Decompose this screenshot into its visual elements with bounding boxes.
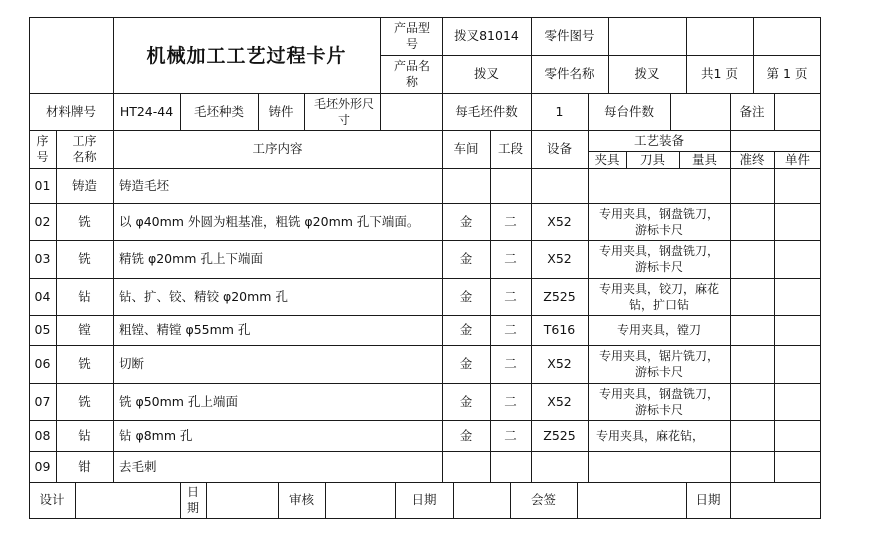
row-workshop <box>442 451 490 482</box>
row-equipment: X52 <box>547 251 572 266</box>
blank-type-value: 铸件 <box>268 103 294 119</box>
date-label: 日期 <box>411 492 437 507</box>
col-time-prep: 准终 <box>739 151 765 167</box>
row-equipment <box>531 168 588 203</box>
col-workshop: 车间 <box>453 141 479 156</box>
row-seq: 03 <box>34 251 51 266</box>
row-tooling <box>588 168 730 203</box>
row-seq: 01 <box>34 177 51 193</box>
row-workshop: 金 <box>459 322 473 337</box>
card-title: 机械加工工艺过程卡片 <box>146 44 347 67</box>
part-name-value: 拨叉 <box>634 66 660 81</box>
total-pages: 共1 页 <box>701 66 738 81</box>
row-tooling: 专用夹具，麻花钻， <box>596 428 705 443</box>
row-equipment <box>531 451 588 482</box>
row-tooling <box>588 451 730 482</box>
row-op-content: 去毛刺 <box>119 458 157 474</box>
rule <box>380 17 381 94</box>
row-op-content: 铣 φ50mm 孔上端面 <box>119 393 238 409</box>
material-label: 材料牌号 <box>45 103 96 119</box>
row-workshop: 金 <box>459 427 473 443</box>
row-section: 二 <box>504 322 517 337</box>
row-seq: 08 <box>34 427 51 443</box>
material-value: HT24-44 <box>119 103 174 119</box>
rule <box>577 482 578 519</box>
row-op-content: 铸造毛坯 <box>119 177 170 193</box>
rule <box>206 482 207 519</box>
product-name-value: 拨叉 <box>473 66 499 81</box>
row-workshop: 金 <box>459 213 473 229</box>
col-op-content: 工序内容 <box>252 141 303 156</box>
rule <box>730 130 731 483</box>
row-section: 二 <box>504 356 517 371</box>
row-equipment: X52 <box>547 213 572 229</box>
per-unit-value <box>670 93 730 130</box>
row-section: 二 <box>504 251 517 266</box>
row-section <box>490 168 531 203</box>
row-seq: 02 <box>34 213 51 229</box>
row-tooling: 专用夹具，钢盘铣刀，游标卡尺 <box>598 206 719 237</box>
row-op-content: 粗镗、精镗 φ55mm 孔 <box>119 322 251 337</box>
row-op-name: 钻 <box>78 288 91 304</box>
row-op-name: 铣 <box>78 393 91 409</box>
row-equipment: X52 <box>547 356 572 371</box>
row-op-content: 以 φ40mm 外圆为粗基准，粗铣 φ20mm 孔下端面。 <box>119 213 420 229</box>
blank-size-label: 毛坯外形尺寸 <box>313 96 374 127</box>
row-tooling: 专用夹具，锯片铣刀，游标卡尺 <box>598 349 719 379</box>
col-cutter: 刀具 <box>639 151 665 167</box>
row-seq: 07 <box>34 393 51 409</box>
date-label: 日期 <box>695 492 721 507</box>
row-seq: 05 <box>34 322 51 337</box>
row-workshop: 金 <box>459 356 473 371</box>
row-equipment: Z525 <box>543 288 576 304</box>
row-workshop: 金 <box>459 251 473 266</box>
col-equipment: 设备 <box>546 141 572 156</box>
product-model-value: 拨叉81014 <box>454 28 519 43</box>
row-op-content: 钻 φ8mm 孔 <box>119 427 193 443</box>
row-section <box>490 451 531 482</box>
part-drawing-label: 零件图号 <box>544 28 595 43</box>
row-section: 二 <box>504 393 517 409</box>
blank-size-value <box>380 93 442 130</box>
row-tooling: 专用夹具，钢盘铣刀，游标卡尺 <box>598 244 719 274</box>
col-gauge: 量具 <box>691 151 717 167</box>
review-label: 审核 <box>288 492 314 507</box>
row-tooling: 专用夹具，钢盘铣刀，游标卡尺 <box>598 386 719 417</box>
col-tooling: 工艺装备 <box>633 132 684 148</box>
row-tooling: 专用夹具，铰刀，麻花钻，扩口钻 <box>598 281 719 312</box>
row-section: 二 <box>504 288 517 304</box>
row-workshop: 金 <box>459 393 473 409</box>
row-op-name: 铣 <box>78 251 91 266</box>
row-op-name: 镗 <box>78 322 91 337</box>
page-number: 第 1 页 <box>766 66 808 81</box>
row-op-content: 钻、扩、铰、精铰 φ20mm 孔 <box>119 288 288 304</box>
process-card <box>29 17 821 519</box>
row-op-content: 精铣 φ20mm 孔上下端面 <box>119 251 263 266</box>
per-unit-label: 每台件数 <box>603 103 654 119</box>
row-op-name: 铣 <box>78 213 91 229</box>
row-section: 二 <box>504 427 517 443</box>
row-workshop: 金 <box>459 288 473 304</box>
rule <box>304 93 305 131</box>
per-blank-value: 1 <box>555 103 564 119</box>
row-section: 二 <box>504 213 517 229</box>
row-seq: 09 <box>34 458 51 474</box>
col-op-name: 工序名称 <box>72 134 97 164</box>
rule <box>774 151 775 483</box>
rule <box>29 518 821 519</box>
per-blank-label: 每毛坯件数 <box>455 103 518 119</box>
design-label: 设计 <box>39 492 65 507</box>
product-model-label: 产品型号 <box>393 21 430 51</box>
row-equipment: Z525 <box>543 427 576 443</box>
col-section: 工段 <box>497 141 523 156</box>
row-equipment: T616 <box>543 322 576 337</box>
row-op-content: 切断 <box>119 356 145 371</box>
rule <box>453 482 454 519</box>
rule <box>325 482 326 519</box>
part-name-label: 零件名称 <box>544 66 595 81</box>
remark-label: 备注 <box>739 103 765 119</box>
rule <box>75 482 76 519</box>
row-op-name: 铸造 <box>71 177 97 193</box>
row-equipment: X52 <box>547 393 572 409</box>
product-name-label: 产品名称 <box>393 59 430 89</box>
col-time-unit: 单件 <box>784 151 810 167</box>
row-seq: 06 <box>34 356 51 371</box>
row-op-name: 钻 <box>78 427 91 443</box>
part-drawing-value <box>608 17 753 55</box>
rule <box>730 482 731 519</box>
countersign-label: 会签 <box>530 492 556 507</box>
date-label: 日期 <box>186 485 199 515</box>
row-seq: 04 <box>34 288 51 304</box>
blank-type-label: 毛坯种类 <box>193 103 244 119</box>
col-seq: 序号 <box>36 134 49 164</box>
row-tooling: 专用夹具，镗刀 <box>616 323 701 337</box>
remark-value <box>774 93 821 130</box>
row-op-name: 钳 <box>78 458 91 474</box>
col-fixture: 夹具 <box>594 151 620 167</box>
row-workshop <box>442 168 490 203</box>
row-op-name: 铣 <box>78 356 91 371</box>
